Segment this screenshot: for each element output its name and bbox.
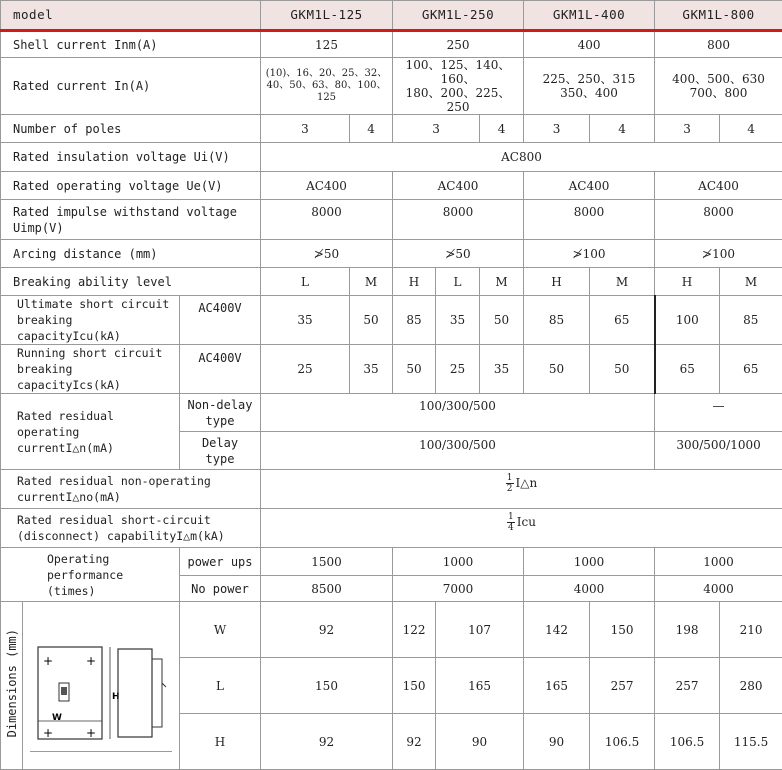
residual-nonoperating-label-line2: currentI△no(mA) [17, 489, 256, 505]
breaking-level-250-l: L [436, 268, 480, 296]
rated-current-800 [655, 58, 782, 115]
dim-l-125-3: 150 [261, 658, 393, 714]
ics-row [1, 345, 782, 394]
residual-shortcircuit-symbol: Icu [517, 515, 536, 529]
no-power-800: 4000 [655, 576, 782, 602]
poles-400-4: 4 [590, 115, 655, 143]
dim-w-800-3: 210 [720, 602, 782, 658]
delay-800: 300/500/1000 [655, 432, 782, 470]
icu-400-h: 100 [655, 296, 720, 345]
breaking-level-250-h: H [524, 268, 590, 296]
poles-row [1, 115, 782, 143]
dim-l-250-4: 165 [524, 658, 590, 714]
residual-shortcircuit-label-line1: Rated residual short-circuit [17, 512, 256, 528]
dim-l-125-4: 150 [393, 658, 436, 714]
operating-voltage-label: Rated operating voltage Ue(V) [1, 172, 261, 200]
header-row [1, 1, 782, 31]
rated-current-400 [524, 58, 655, 115]
breaking-level-250-m: M [480, 268, 524, 296]
shell-current-400: 400 [524, 31, 655, 58]
delay-type-label [180, 432, 261, 470]
dim-l-250-3: 165 [436, 658, 524, 714]
rated-current-400-line1: 225、250、315 [526, 72, 652, 86]
icu-label [1, 296, 180, 345]
residual-operating-label [1, 394, 180, 470]
handle-knob [61, 687, 67, 695]
dimensions-label-cell [1, 602, 23, 770]
poles-125-3: 3 [261, 115, 350, 143]
impulse-voltage-label [1, 200, 261, 240]
breaking-level-125-h: H [393, 268, 436, 296]
residual-shortcircuit-value [261, 509, 782, 548]
icu-voltage: AC400V [180, 296, 261, 345]
dim-w-400-3: 150 [590, 602, 655, 658]
impulse-voltage-row [1, 200, 782, 240]
ics-label-line2: breaking capacityIcs(kA) [17, 361, 175, 393]
model-250: GKM1L-250 [393, 1, 524, 31]
side-view-lever [162, 683, 166, 687]
residual-operating-label-line2: currentI△n(mA) [17, 440, 175, 456]
terminal-bottom-right: + [86, 726, 96, 740]
ics-125-h: 50 [393, 345, 436, 394]
power-ups-800: 1000 [655, 548, 782, 576]
rated-current-125-line2: 40、50、63、80、100、125 [263, 80, 390, 104]
dim-w-250-4: 142 [524, 602, 590, 658]
residual-nonoperating-label [1, 470, 261, 509]
no-power-250: 7000 [393, 576, 524, 602]
poles-250-3: 3 [393, 115, 480, 143]
residual-nonoperating-value [261, 470, 782, 509]
rated-current-label: Rated current In(A) [1, 58, 261, 115]
arcing-distance-400: ≯100 [524, 240, 655, 268]
insulation-voltage-value: AC800 [261, 143, 782, 172]
no-power-400: 4000 [524, 576, 655, 602]
shell-current-label: Shell current Inm(A) [1, 31, 261, 58]
dim-w-125-4: 122 [393, 602, 436, 658]
poles-400-3: 3 [524, 115, 590, 143]
no-power-label: No power [180, 576, 261, 602]
dim-l-400-4: 257 [655, 658, 720, 714]
power-ups-label: power ups [180, 548, 261, 576]
residual-shortcircuit-label-line2: (disconnect) capabilityI△m(kA) [17, 528, 256, 544]
ics-250-h: 50 [524, 345, 590, 394]
icu-250-l: 35 [436, 296, 480, 345]
power-ups-250: 1000 [393, 548, 524, 576]
dim-h-125-4: 92 [393, 714, 436, 770]
dim-w-250-3: 107 [436, 602, 524, 658]
ics-label-line1: Running short circuit [17, 345, 175, 361]
breaking-level-label: Breaking ability level [1, 268, 261, 296]
ics-125-m: 35 [350, 345, 393, 394]
arcing-distance-250: ≯50 [393, 240, 524, 268]
dim-w-label: W [180, 602, 261, 658]
operating-performance-label [1, 548, 180, 602]
impulse-voltage-800: 8000 [655, 200, 782, 240]
poles-125-4: 4 [350, 115, 393, 143]
dim-h-400-3: 106.5 [590, 714, 655, 770]
rated-current-400-line2: 350、400 [526, 86, 652, 100]
residual-nonoperating-row [1, 470, 782, 509]
drawing-baseline [30, 751, 172, 752]
breaking-level-400-m: M [590, 268, 655, 296]
rated-current-row [1, 58, 782, 115]
residual-shortcircuit-row [1, 509, 782, 548]
dim-h-800-3: 115.5 [720, 714, 782, 770]
dim-h-250-3: 90 [436, 714, 524, 770]
operating-voltage-125: AC400 [261, 172, 393, 200]
rated-current-250-line2: 180、200、225、250 [395, 86, 521, 114]
shell-current-row [1, 31, 782, 58]
icu-125-l: 35 [261, 296, 350, 345]
non-delay-type-label [180, 394, 261, 432]
non-delay-value: 100/300/500 [261, 394, 655, 432]
non-delay-800: — [655, 394, 782, 432]
model-400: GKM1L-400 [524, 1, 655, 31]
icu-label-line2: breaking capacityIcu(kA) [17, 312, 175, 344]
ics-400-m: 50 [590, 345, 655, 394]
insulation-voltage-row [1, 143, 782, 172]
delay-line1: Delay [184, 435, 256, 451]
ics-250-l: 25 [436, 345, 480, 394]
rated-current-250-line1: 100、125、140、160、 [395, 58, 521, 86]
impulse-voltage-250: 8000 [393, 200, 524, 240]
rated-current-800-line1: 400、500、630 [657, 72, 780, 86]
power-ups-125: 1500 [261, 548, 393, 576]
shell-current-125: 125 [261, 31, 393, 58]
side-view-protrusion [152, 659, 162, 727]
model-800: GKM1L-800 [655, 1, 782, 31]
arcing-distance-label: Arcing distance (mm) [1, 240, 261, 268]
arcing-distance-row [1, 240, 782, 268]
terminal-top-right: + [86, 654, 96, 668]
operating-performance-line2: performance (times) [47, 567, 175, 599]
delay-line2: type [184, 451, 256, 467]
shell-current-250: 250 [393, 31, 524, 58]
dim-l-label: L [180, 658, 261, 714]
operating-voltage-400: AC400 [524, 172, 655, 200]
terminal-top-left: + [43, 654, 53, 668]
power-ups-400: 1000 [524, 548, 655, 576]
icu-400-m: 65 [590, 296, 655, 345]
dim-l-800-3: 280 [720, 658, 782, 714]
operating-voltage-250: AC400 [393, 172, 524, 200]
non-delay-line2: type [184, 413, 256, 429]
ics-400-h: 65 [655, 345, 720, 394]
dim-h-label: H [180, 714, 261, 770]
poles-250-4: 4 [480, 115, 524, 143]
dim-h-250-4: 90 [524, 714, 590, 770]
operating-performance-line1: Operating [47, 551, 175, 567]
fraction-quarter: $\frac{1}{4}$ [507, 512, 515, 533]
residual-operating-label-line1: Rated residual operating [17, 408, 175, 440]
icu-label-line1: Ultimate short circuit [17, 296, 175, 312]
height-marker: H [112, 692, 120, 702]
poles-800-4: 4 [720, 115, 782, 143]
non-delay-line1: Non-delay [184, 397, 256, 413]
breaking-level-800-m: M [720, 268, 782, 296]
ics-125-l: 25 [261, 345, 350, 394]
arcing-distance-125: ≯50 [261, 240, 393, 268]
dim-h-400-4: 106.5 [655, 714, 720, 770]
icu-250-h: 85 [524, 296, 590, 345]
dim-w-125-3: 92 [261, 602, 393, 658]
dim-w-400-4: 198 [655, 602, 720, 658]
dimensions-label: Dimensions (mm) [4, 629, 20, 737]
insulation-voltage-label: Rated insulation voltage Ui(V) [1, 143, 261, 172]
breaker-drawing [26, 609, 176, 759]
residual-nondelay-row [1, 394, 782, 432]
icu-800-m: 85 [720, 296, 782, 345]
residual-shortcircuit-label [1, 509, 261, 548]
icu-125-m: 50 [350, 296, 393, 345]
icu-250-m: 50 [480, 296, 524, 345]
residual-nonoperating-label-line1: Rated residual non-operating [17, 473, 256, 489]
breaking-level-400-h: H [655, 268, 720, 296]
dim-w-row [1, 602, 782, 658]
poles-label: Number of poles [1, 115, 261, 143]
rated-current-250 [393, 58, 524, 115]
breaking-level-row [1, 268, 782, 296]
power-ups-row [1, 548, 782, 576]
rated-current-800-line2: 700、800 [657, 86, 780, 100]
impulse-voltage-label-line2: Uimp(V) [13, 220, 256, 236]
impulse-voltage-400: 8000 [524, 200, 655, 240]
fraction-half: $\frac{1}{2}$ [506, 473, 514, 494]
model-125: GKM1L-125 [261, 1, 393, 31]
width-marker: W [52, 713, 62, 723]
no-power-125: 8500 [261, 576, 393, 602]
breaking-level-125-m: M [350, 268, 393, 296]
ics-label [1, 345, 180, 394]
side-view-outline [118, 649, 152, 737]
dim-h-125-3: 92 [261, 714, 393, 770]
ics-800-m: 65 [720, 345, 782, 394]
ics-voltage: AC400V [180, 345, 261, 394]
shell-current-800: 800 [655, 31, 782, 58]
operating-voltage-row [1, 172, 782, 200]
icu-125-h: 85 [393, 296, 436, 345]
impulse-voltage-125: 8000 [261, 200, 393, 240]
rated-current-125 [261, 58, 393, 115]
poles-800-3: 3 [655, 115, 720, 143]
delay-value: 100/300/500 [261, 432, 655, 470]
dim-l-400-3: 257 [590, 658, 655, 714]
impulse-voltage-label-line1: Rated impulse withstand voltage [13, 204, 256, 220]
breaking-level-125-l: L [261, 268, 350, 296]
ics-250-m: 35 [480, 345, 524, 394]
operating-voltage-800: AC400 [655, 172, 782, 200]
breaker-drawing-cell [23, 602, 180, 770]
arcing-distance-800: ≯100 [655, 240, 782, 268]
terminal-bottom-left: + [43, 726, 53, 740]
model-label: model [1, 1, 261, 31]
rated-current-125-line1: (10)、16、20、25、32、 [263, 68, 390, 80]
residual-nonoperating-symbol: I△n [516, 476, 538, 490]
icu-row [1, 296, 782, 345]
